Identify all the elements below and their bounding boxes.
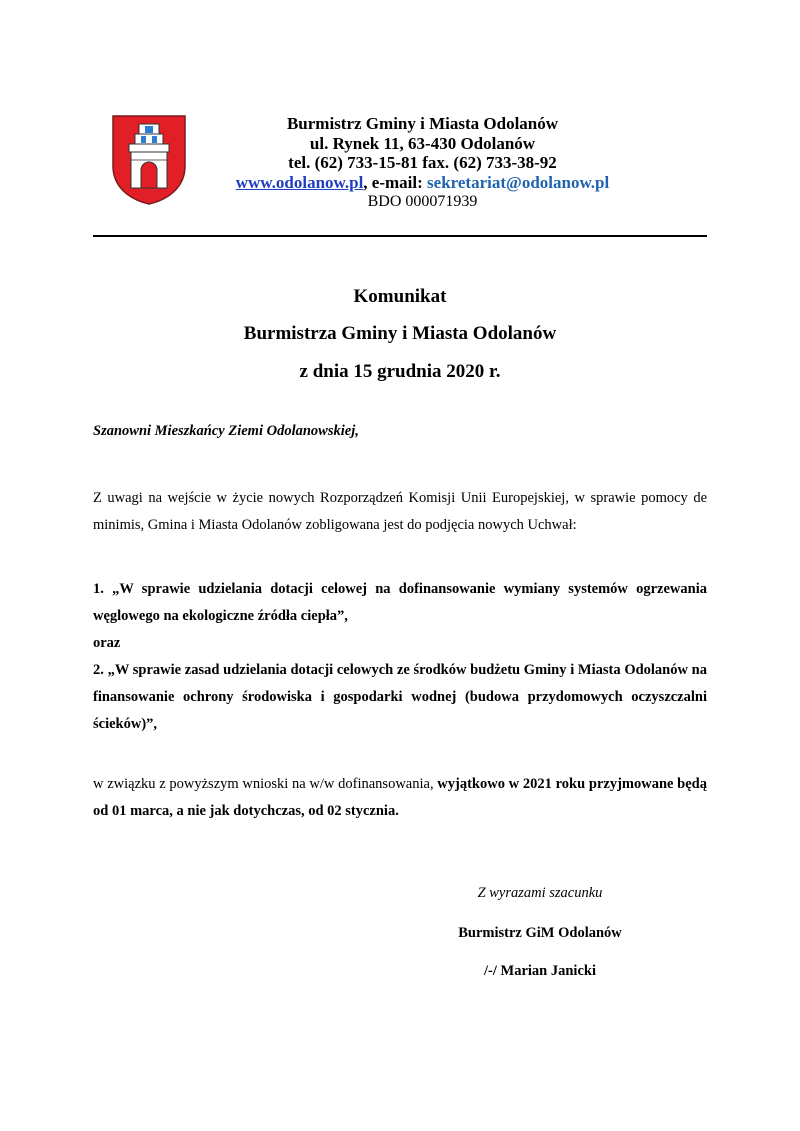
bdo-number: BDO 000071939 (367, 193, 478, 210)
document-date: z dnia 15 grudnia 2020 r. (299, 361, 501, 382)
resolution-conjunction: oraz (93, 635, 121, 651)
resolution-item-1: 1. „W sprawie udzielania dotacji celowej na dofinansowanie wymiany systemów ogrzewania węglowego na ekologiczne źródła ciepła”, (93, 581, 707, 624)
closing-paragraph (93, 771, 707, 825)
resolution-item-2: 2. „W sprawie zasad udzielania dotacji celowych ze środków budżetu Gminy i Miasta Odolanów na finansowanie ochrony środowiska i gospodarki wodnej (budowa przydomowych oczyszczalni ścieków)”, (93, 662, 707, 732)
letterhead (200, 114, 645, 212)
signature-salutation: Z wyrazami szacunku (477, 885, 603, 901)
signature-position: Burmistrz GiM Odolanów (458, 925, 622, 941)
town-tower-coat-of-arms-icon (111, 114, 187, 206)
intro-paragraph (93, 485, 707, 539)
email-label: , e-mail: (363, 172, 428, 192)
greeting: Szanowni Mieszkańcy Ziemi Odolanowskiej, (93, 423, 359, 439)
email-address[interactable]: sekretariat@odolanow.pl (427, 172, 610, 192)
phone-fax: tel. (62) 733-15-81 fax. (62) 733-38-92 (288, 153, 557, 172)
signature-name: /-/ Marian Janicki (484, 963, 596, 979)
address: ul. Rynek 11, 63-430 Odolanów (309, 133, 536, 153)
document-title: Komunikat (353, 286, 447, 307)
document-issuer: Burmistrza Gminy i Miasta Odolanów (243, 323, 557, 344)
contact-line (200, 173, 645, 193)
resolutions-list (93, 576, 707, 738)
closing-emphasis-text: wyjątkowo w 2021 roku przyjmowane będą od 01 marca, a nie jak dotychczas, od 02 stycznia. (93, 776, 707, 819)
org-name: Burmistrz Gminy i Miasta Odolanów (286, 114, 559, 133)
header-divider (93, 235, 707, 237)
website-link[interactable]: www.odolanow.pl (235, 172, 364, 192)
intro-text: Z uwagi na wejście w życie nowych Rozporządzeń Komisji Unii Europejskiej, w sprawie pomocy de minimis, Gmina i Miasta Odolanów zobligowana jest do podjęcia nowych Uchwał: (93, 490, 707, 533)
closing-plain-text: w związku z powyższym wnioski na w/w dofinansowania, (93, 776, 438, 792)
